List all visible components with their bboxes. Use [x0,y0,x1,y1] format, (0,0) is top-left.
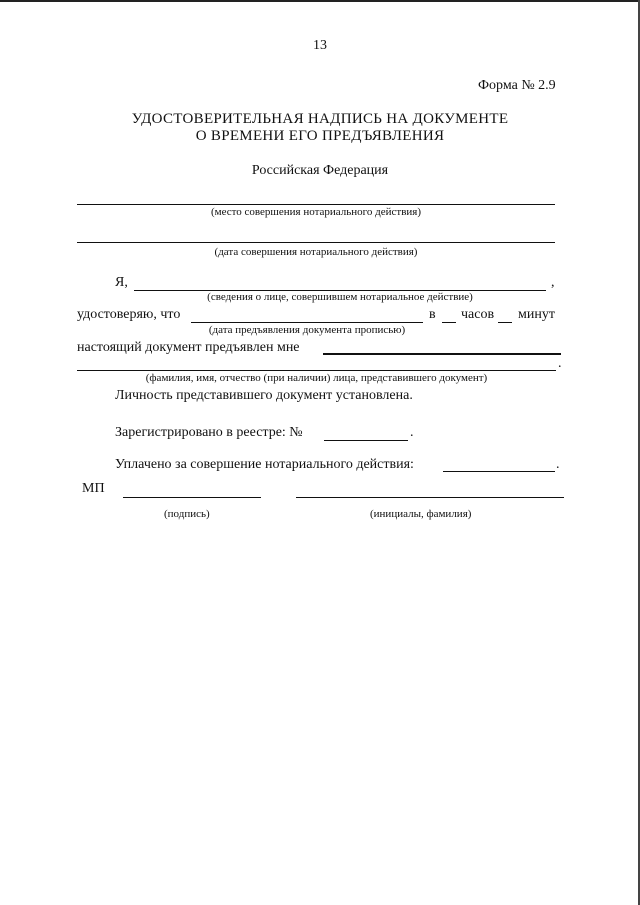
registry-label: Зарегистрировано в реестре: № [115,425,303,440]
period-person: . [558,356,562,371]
hours-blank [442,322,456,323]
hours-label: часов [461,307,495,322]
date-line [77,242,555,243]
page-top-border [0,0,640,2]
page-number: 13 [313,38,327,53]
paid-amount-line [443,471,555,472]
title-line-2: О ВРЕМЕНИ ЕГО ПРЕДЪЯВЛЕНИЯ [195,128,445,144]
form-number: Форма № 2.9 [478,78,556,93]
date-caption: (дата совершения нотариального действия) [214,246,418,258]
certify-label: удостоверяю, что [77,307,181,322]
comma: , [551,275,555,290]
presentation-date-line [191,322,423,323]
registry-number-line [324,440,408,441]
place-caption: (место совершения нотариального действия) [210,206,422,218]
paid-label: Уплачено за совершение нотариального действия: [115,457,414,472]
presented-label: настоящий документ предъявлен мне [77,340,300,355]
period-paid: . [556,457,560,472]
signature-caption: (подпись) [164,508,210,520]
recipient-line [323,353,561,355]
title-line-1: УДОСТОВЕРИТЕЛЬНАЯ НАДПИСЬ НА ДОКУМЕНТЕ [131,111,509,127]
person-caption: (фамилия, имя, отчество (при наличии) лица, представившего документ) [145,372,488,384]
initials-line [296,497,564,498]
signature-line [123,497,261,498]
identity-text: Личность представившего документ установлена. [115,388,413,403]
minutes-blank [498,322,512,323]
country-name: Российская Федерация [251,163,389,178]
notary-caption: (сведения о лице, совершившем нотариальное действие) [207,291,473,303]
minutes-label: минут [518,307,555,322]
place-line [77,204,555,205]
person-line [77,370,556,371]
in-label: в [429,307,436,322]
ya-label: Я, [115,275,128,290]
initials-caption: (инициалы, фамилия) [370,508,472,520]
period-registry: . [410,425,414,440]
mp-label: МП [82,481,105,496]
presentation-date-caption: (дата предъявления документа прописью) [208,324,406,336]
